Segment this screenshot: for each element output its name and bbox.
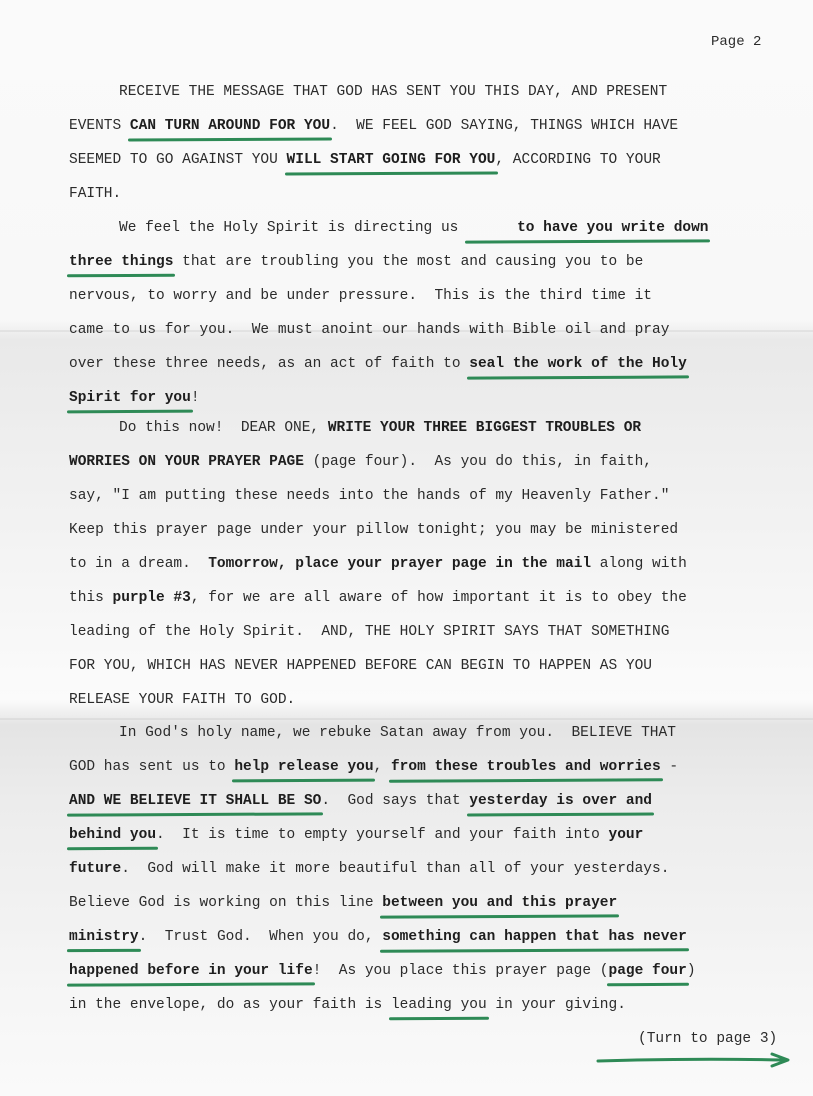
- para2-line1: [69, 211, 789, 245]
- text-span: . WE FEEL GOD SAYING, THINGS WHICH HAVE: [330, 118, 679, 134]
- para1-line4: FAITH.: [69, 186, 122, 202]
- para4-line1: In God's holy name, we rebuke Satan away from you. BELIEVE THAT: [119, 725, 676, 741]
- underlined-phrase: help release you: [234, 750, 373, 784]
- text-span: ,: [373, 759, 391, 775]
- text-span: !: [190, 390, 200, 406]
- underlined-phrase: AND WE BELIEVE IT SHALL BE SO: [69, 784, 321, 818]
- underlined-phrase: something can happen that has never: [382, 920, 687, 954]
- para1-line1: RECEIVE THE MESSAGE THAT GOD HAS SENT YOU THIS DAY, AND PRESENT: [119, 84, 668, 100]
- text-span: along with: [591, 556, 687, 572]
- para2-line6: [69, 381, 789, 415]
- text-span: , for we are all aware of how important it is to obey the: [190, 590, 687, 606]
- arrow-right-icon: [594, 1052, 794, 1068]
- para3-line2: [69, 445, 789, 479]
- underlined-phrase: WILL START GOING FOR YOU: [287, 143, 496, 177]
- text-span: . Trust God. When you do,: [138, 929, 383, 945]
- underlined-phrase: three things: [69, 245, 173, 279]
- text-span: We feel the Holy Spirit is directing us: [119, 220, 468, 236]
- para3-line6: [69, 581, 789, 615]
- para3-line5: [69, 547, 789, 581]
- bold-phrase: WRITE YOUR THREE BIGGEST TROUBLES OR: [327, 420, 642, 436]
- para3-line9: RELEASE YOUR FAITH TO GOD.: [69, 692, 296, 708]
- para4-line6: [69, 886, 789, 920]
- text-span: . It is time to empty yourself and your faith into: [156, 827, 609, 843]
- page-number: Page 2: [711, 34, 762, 50]
- underlined-phrase: behind you: [69, 818, 156, 852]
- para4-line8: [69, 954, 789, 988]
- underlined-phrase: leading you: [391, 988, 487, 1022]
- text-span: . God will make it more beautiful than all of your yesterdays.: [121, 861, 670, 877]
- para4-line4: [69, 818, 789, 852]
- para4-line3: [69, 784, 789, 818]
- text-span: Do this now! DEAR ONE,: [119, 420, 328, 436]
- text-span: ): [686, 963, 696, 979]
- para4-line5: [69, 852, 789, 886]
- underlined-phrase: Spirit for you: [69, 381, 191, 415]
- bold-phrase: WORRIES ON YOUR PRAYER PAGE: [69, 454, 304, 470]
- underlined-phrase: CAN TURN AROUND FOR YOU: [130, 109, 330, 143]
- para4-line7: [69, 920, 789, 954]
- text-span: to in a dream.: [69, 556, 209, 572]
- text-span: this: [69, 590, 113, 606]
- text-span: . God says that: [321, 793, 470, 809]
- text-span: ! As you place this prayer page (: [312, 963, 609, 979]
- para3-line1: [69, 411, 789, 445]
- para2-line3: nervous, to worry and be under pressure. This is the third time it: [69, 288, 652, 304]
- text-span: SEEMED TO GO AGAINST YOU: [69, 152, 287, 168]
- para4-line9: [69, 988, 789, 1022]
- turn-page-note: (Turn to page 3): [638, 1031, 778, 1047]
- text-span: (page four). As you do this, in faith,: [303, 454, 653, 470]
- underlined-phrase: to have you write down: [467, 211, 708, 245]
- para2-line2: [69, 245, 789, 279]
- text-span: -: [660, 759, 679, 775]
- underlined-phrase: seal the work of the Holy: [469, 347, 687, 381]
- underlined-phrase: from these troubles and worries: [391, 750, 661, 784]
- para2-line5: [69, 347, 789, 381]
- bold-phrase: your: [608, 827, 644, 843]
- para3-line7: leading of the Holy Spirit. AND, THE HOLY SPIRIT SAYS THAT SOMETHING: [69, 624, 670, 640]
- para1-line3: [69, 143, 789, 177]
- underlined-phrase: yesterday is over and: [469, 784, 652, 818]
- text-span: GOD has sent us to: [69, 759, 235, 775]
- text-span: over these three needs, as an act of faith to: [69, 356, 470, 372]
- text-span: , ACCORDING TO YOUR: [495, 152, 661, 168]
- underlined-phrase: page four: [609, 954, 687, 988]
- underlined-phrase: between you and this prayer: [382, 886, 617, 920]
- text-span: in your giving.: [486, 997, 626, 1013]
- para3-line3: say, "I am putting these needs into the hands of my Heavenly Father.": [69, 488, 670, 504]
- text-span: EVENTS: [69, 118, 130, 134]
- text-span: Believe God is working on this line: [69, 895, 383, 911]
- bold-phrase: Tomorrow, place your prayer page in the mail: [208, 556, 592, 572]
- para2-line4: came to us for you. We must anoint our hands with Bible oil and pray: [69, 322, 670, 338]
- paragraph-1: [69, 75, 789, 211]
- paragraph-3: [69, 411, 789, 717]
- underlined-phrase: ministry: [69, 920, 139, 954]
- paragraph-4: [69, 716, 789, 1022]
- para3-line4: Keep this prayer page under your pillow tonight; you may be ministered: [69, 522, 679, 538]
- underlined-phrase: happened before in your life: [69, 954, 313, 988]
- para3-line8: FOR YOU, WHICH HAS NEVER HAPPENED BEFORE CAN BEGIN TO HAPPEN AS YOU: [69, 658, 652, 674]
- text-span: in the envelope, do as your faith is: [69, 997, 391, 1013]
- text-span: that are troubling you the most and causing you to be: [173, 254, 644, 270]
- para1-line2: [69, 109, 789, 143]
- bold-phrase: future: [69, 861, 122, 877]
- bold-phrase: purple #3: [112, 590, 191, 606]
- paragraph-2: [69, 211, 789, 415]
- para4-line2: [69, 750, 789, 784]
